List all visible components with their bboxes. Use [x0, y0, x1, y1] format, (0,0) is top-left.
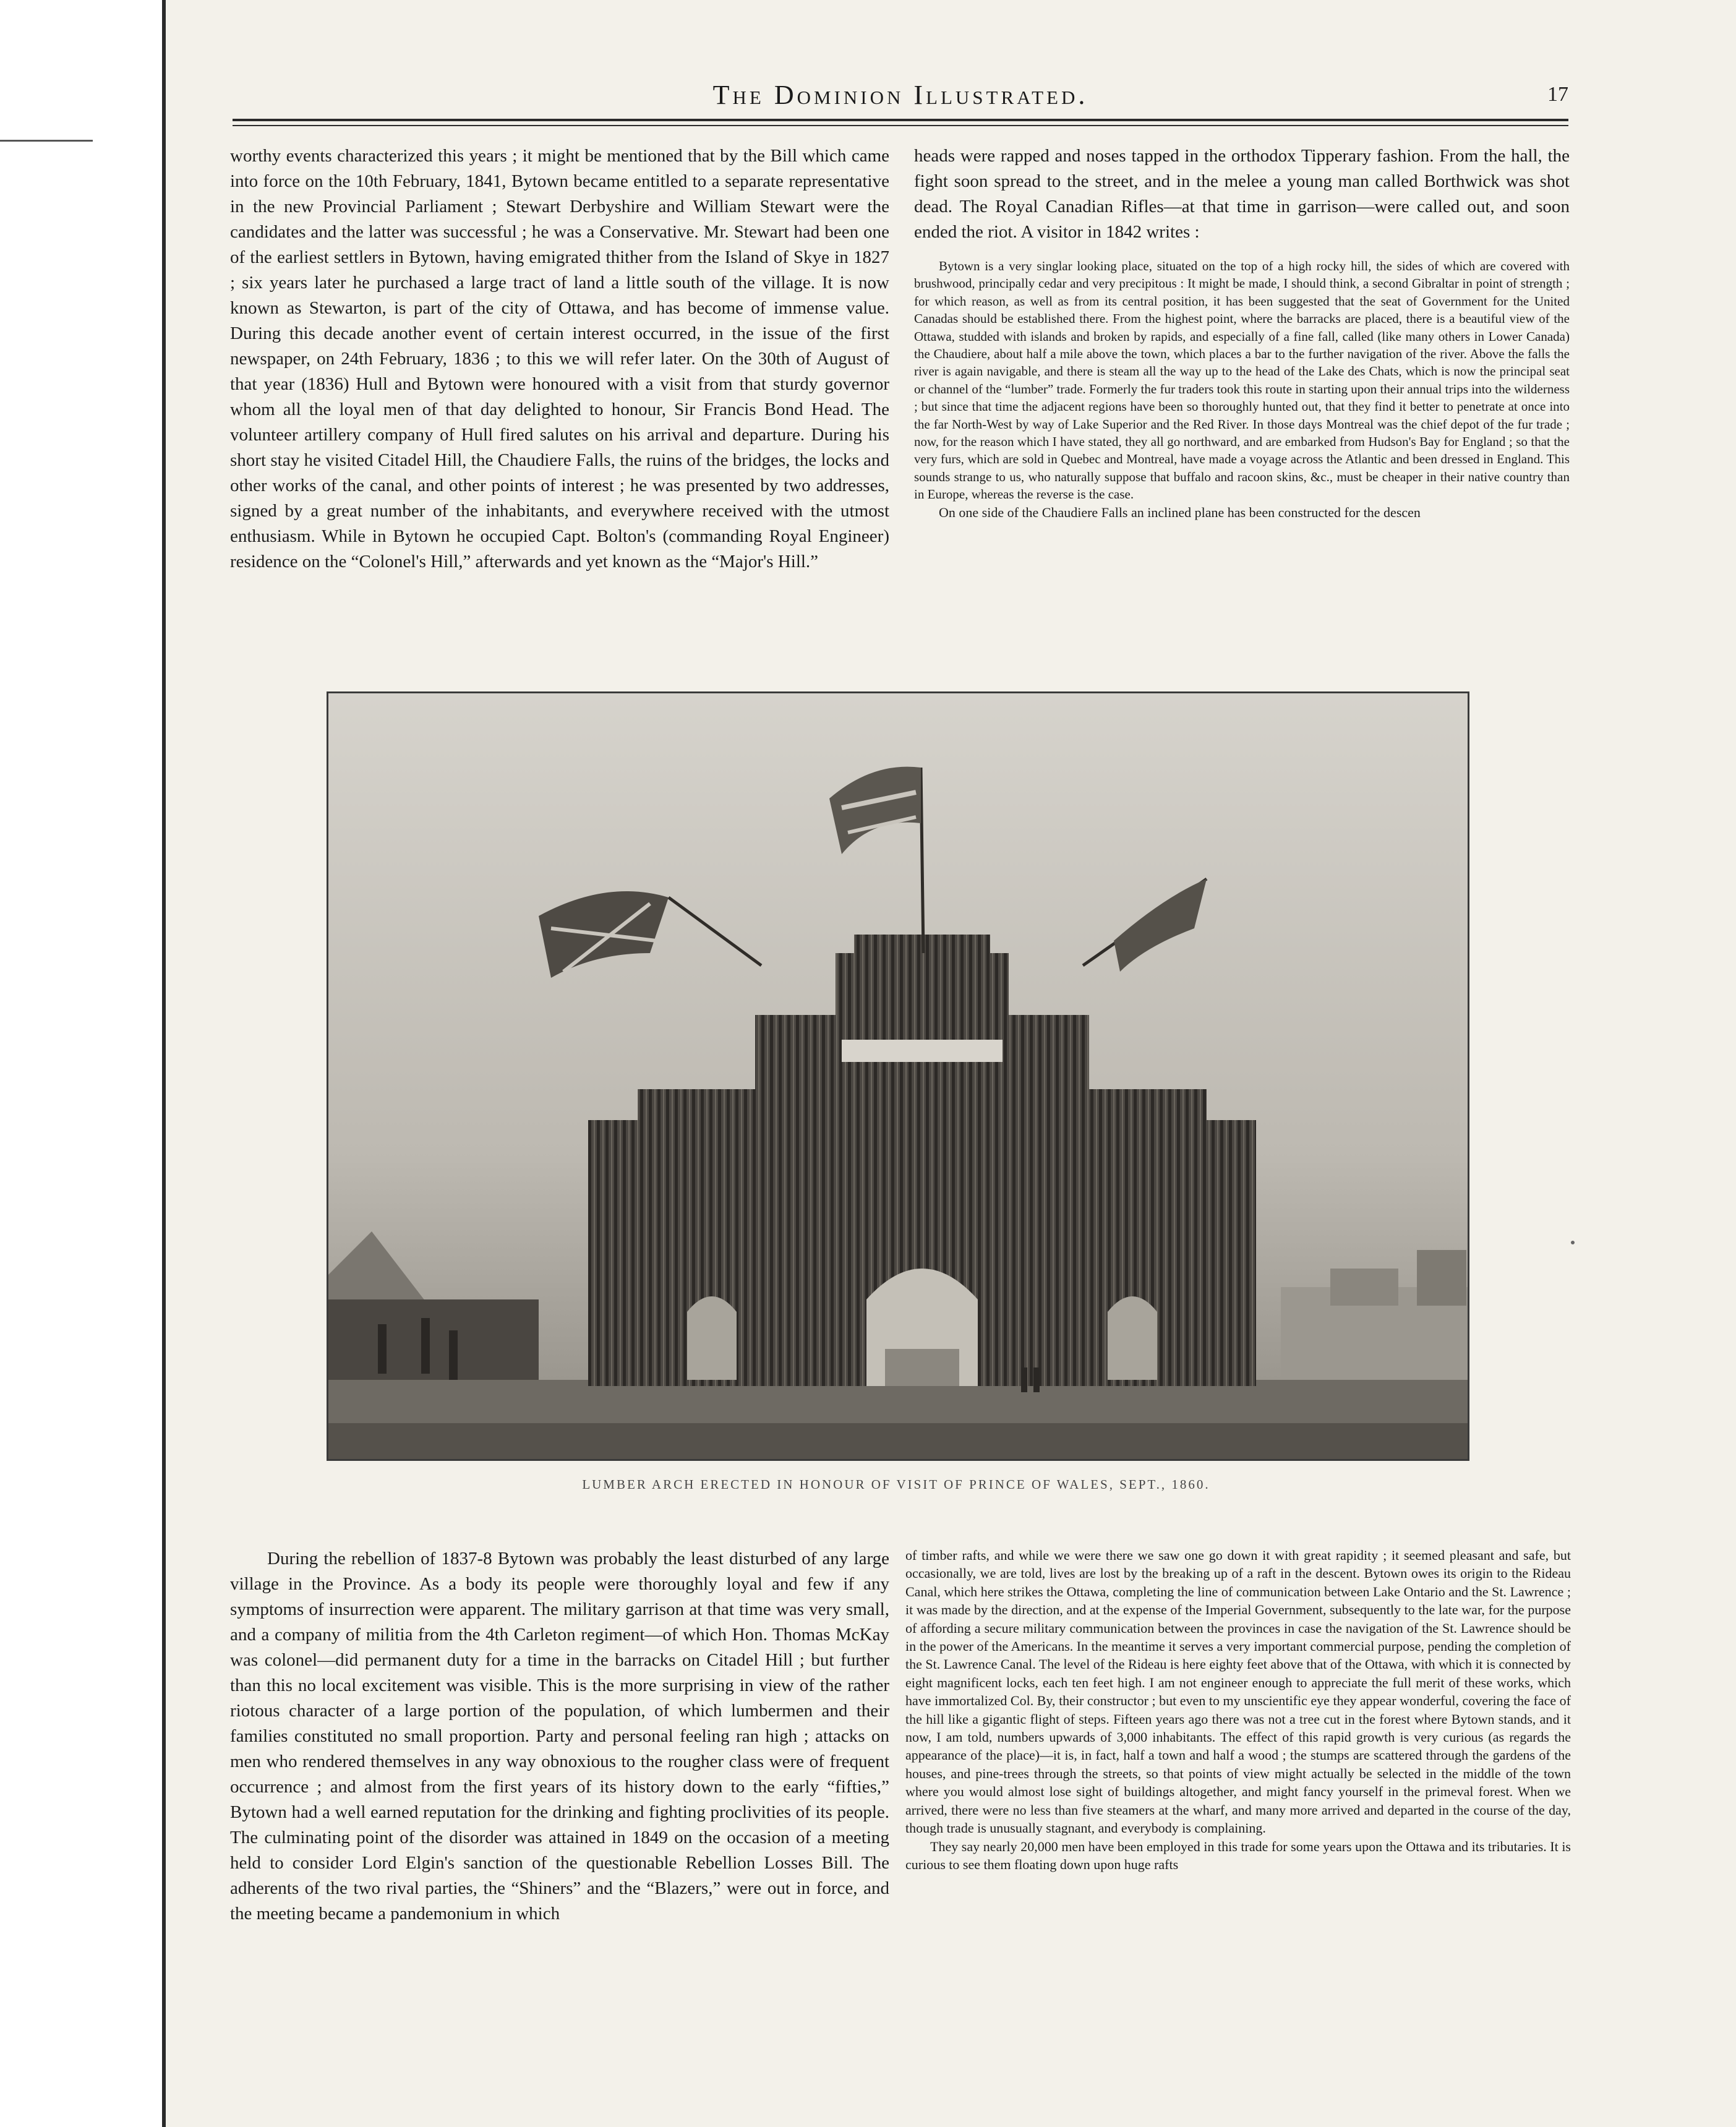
right-column-top — [914, 143, 1570, 521]
quoted-passage-continued: On one side of the Chaudiere Falls an inclined plane has been constructed for the descen — [939, 504, 1421, 520]
paragraph: During the rebellion of 1837-8 Bytown was probably the least disturbed of any large village in the Province. As a body its people were thoroughly loyal and few if any symptoms of insurrection were apparent. The military garrison at that time was very small, and a company of militia from the 4th Carleton regiment—of which Hon. Thomas McKay was colonel—did permanent duty for a time in the barracks on Citadel Hill ; but further than this no local excitement was visible. This is the more surprising in view of the rather riotous character of a large portion of the population, of which lumbermen and their families constituted no small proportion. Party and personal feeling ran high ; attacks on men who rendered themselves in any way obnoxious to the rougher class were of frequent occurrence ; and almost from the first years of its history down to the early “fifties,” Bytown had a well earned reputation for the drinking and fighting proclivities of its people. The culminating point of the disorder was attained in 1849 on the occasion of a meeting held to consider Lord Elgin's sanction of the questionable Rebellion Losses Bill. The adherents of the two rival parties, the “Shiners” and the “Blazers,” were out in force, and the meeting became a pandemonium in which — [230, 1549, 889, 1924]
binding-mark — [0, 140, 93, 142]
paragraph: worthy events characterized this years ; it might be mentioned that by the Bill which came into force on the 10th February, 1841, Bytown became entitled to a separate representative in the new Provincial Parliament ; Stewart Derbyshire and William Stewart were the candidates and the latter was successful ; he was a Conservative. Mr. Stewart had been one of the earliest settlers in Bytown, having emigrated thither from the Island of Skye in 1827 ; six years later he purchased a large tract of land a little south of the village. It is now known as Stewarton, is part of the city of Ottawa, and has become of immense value. During this decade another event of certain interest occurred, in the issue of the first newspaper, on 24th February, 1836 ; to this we will refer later. On the 30th of August of that year (1836) Hull and Bytown were honoured with a visit from that sturdy governor whom all the loyal men of that day delighted to honour, Sir Francis Bond Head. The volunteer artillery company of Hull fired salutes on his arrival and departure. During his short stay he visited Citadel Hill, the Chaudiere Falls, the ruins of the bridges, the locks and other works of the canal, and other points of interest ; he was presented by two addresses, signed by a great number of the inhabitants, and everywhere received with the utmost enthusiasm. While in Bytown he occupied Capt. Bolton's (commanding Royal Engineer) residence on the “Colonel's Hill,” afterwards and yet known as the “Major's Hill.” — [230, 146, 889, 571]
running-title: The Dominion Illustrated. — [712, 80, 1088, 110]
left-column-top — [230, 143, 889, 575]
quoted-passage-continued: They say nearly 20,000 men have been employed in this trade for some years upon the Ottawa and its tributaries. It is curious to see them floating down upon huge rafts — [905, 1838, 1571, 1872]
figure-caption: LUMBER ARCH ERECTED IN HONOUR OF VISIT OF PRINCE OF WALES, SEPT., 1860. — [582, 1477, 1210, 1492]
paragraph: heads were rapped and noses tapped in the orthodox Tipperary fashion. From the hall, the fight soon spread to the street, and in the melee a young man called Borthwick was shot dead. The Royal Canadian Rifles—at that time in garrison—were called out, and soon ended the riot. A visitor in 1842 writes : — [914, 146, 1570, 242]
binding-margin — [0, 0, 162, 2127]
right-column-bottom — [905, 1546, 1571, 1873]
left-column-bottom — [230, 1546, 889, 1927]
page-header — [233, 79, 1568, 129]
header-rule-thin — [233, 125, 1568, 126]
page-number: 17 — [1547, 83, 1568, 106]
print-speck — [1571, 1241, 1575, 1244]
quoted-passage: Bytown is a very singlar looking place, situated on the top of a high rocky hill, the sides of which are covered with brushwood, principally cedar and very precipitous : It might be made, I should think, a second Gibraltar in point of strength ; for which reason, as well as from its central position, it has been suggested that the seat of Government for the United Canadas should be established there. From the highest point, where the barracks are placed, there is a beautiful view of the Ottawa, studded with islands and broken by rapids, and especially of a fine fall, called (like many others in Lower Canada) the Chaudiere, about half a mile above the town, which places a bar to the further navigation of the river. Above the falls the river is again navigable, and there is steam all the way up to the head of the Lake des Chats, which is now the principal seat or channel of the “lumber” trade. Formerly the fur traders took this route in starting upon their annual trips into the wilderness ; but since that time the adjacent regions have been so thoroughly hunted out, that they find it better to penetrate at once into the far North-West by way of Lake Superior and the Red River. In those days Montreal was the chief depot of the fur trade ; now, for the reason which I have stated, they all go northward, and are embarked from Hudson's Bay for England ; so that the very furs, which are sold in Quebec and Montreal, have made a voyage across the Atlantic and been dressed in England. This sounds strange to us, who naturally suppose that buffalo and racoon skins, &c., must be cheaper in their native country than in Europe, whereas the reverse is the case. — [914, 259, 1570, 502]
lumber-arch-illustration — [327, 691, 1469, 1461]
quoted-passage: of timber rafts, and while we were there we saw one go down it with great rapidity ; it seemed pleasant and safe, but occasionally, we are told, lives are lost by the breaking up of a raft in the descent. Bytown owes its origin to the Rideau Canal, which here strikes the Ottawa, completing the line of communication between Lake Ontario and the St. Lawrence ; it was made by the direction, and at the expense of the Imperial Government, subsequently to the late war, for the purpose of affording a secure military communication between the provinces in case the navigation of the St. Lawrence should be in the power of the Americans. In the meantime it serves a very important commercial purpose, pending the completion of the St. Lawrence Canal. The level of the Rideau is here eighty feet above that of the Ottawa, with which it is connected by eight magnificent locks, each ten feet high. I am not engineer enough to appreciate the full merit of these works, which have immortalized Col. By, their constructor ; but even to my unscientific eye they appear wonderful, covering the face of the hill like a gigantic flight of steps. Fifteen years ago there was not a tree cut in the forest where Bytown stands, and it now, I am told, numbers upwards of 3,000 inhabitants. The effect of this rapid growth is very curious (as regards the appearance of the place)—it is, in fact, half a town and half a wood ; the stumps are scattered through the gardens of the houses, and pine-trees through the streets, so that points of view might actually be selected in the middle of the town where you would almost lose sight of buildings altogether, and might fancy yourself in the primeval forest. When we arrived, there were no less than five steamers at the wharf, and many more arrived and departed in the course of the day, though trade is unusually stagnant, and everybody is complaining. — [905, 1547, 1571, 1836]
header-rule-thick — [233, 119, 1568, 121]
